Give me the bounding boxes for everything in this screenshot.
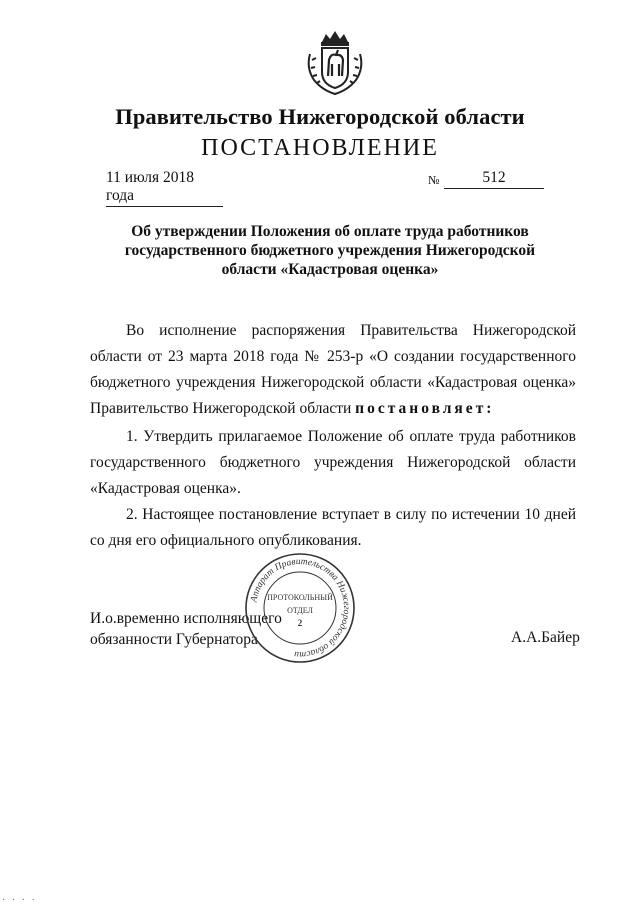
- decree-keyword: постановляет:: [355, 400, 495, 417]
- subject-line: государственного бюджетного учреждения Нижегородской: [124, 242, 536, 259]
- stamp-line: ПРОТОКОЛЬНЫЙ: [267, 593, 333, 602]
- clause-2: 2. Настоящее постановление вступает в силу по истечении 10 дней со дня его официального опубликования.: [90, 506, 576, 549]
- number-label: №: [428, 173, 440, 187]
- stamp-line: ОТДЕЛ: [287, 606, 313, 615]
- official-stamp: [244, 552, 356, 664]
- position-line: обязанности Губернатора: [90, 631, 258, 648]
- stamp-line: 2: [297, 618, 303, 628]
- subject-line: Об утверждении Положения об оплате труда работников: [131, 223, 529, 240]
- coat-of-arms-icon: [302, 28, 368, 98]
- signatory-name: А.А.Байер: [511, 629, 580, 646]
- government-title: Правительство Нижегородской области: [115, 104, 525, 129]
- stamp-ring-text: Аппарат Правительства Нижегородской области: [249, 556, 352, 660]
- footer-marks: · · · ·: [2, 895, 37, 906]
- document-type: ПОСТАНОВЛЕНИЕ: [201, 135, 439, 161]
- position-line: И.о.временно исполняющего: [90, 610, 282, 627]
- preamble-text: Во исполнение распоряжения Правительства Нижегородской области от 23 марта 2018 года № 253-р «О создании государственного бюджетного учреждения Нижегородской области «Кадастровая оценка» Правительство Нижегородской области: [90, 322, 576, 417]
- document-subject: [100, 222, 560, 279]
- clause-1: 1. Утвердить прилагаемое Положение об оплате труда работников государственного бюджетного учреждения Нижегородской области «Кадастровая оценка».: [90, 428, 576, 497]
- document-date: 11 июля 2018 года: [106, 169, 223, 207]
- document-number: 512: [444, 169, 544, 189]
- subject-line: области «Кадастровая оценка»: [221, 261, 439, 278]
- preamble-paragraph: [90, 318, 576, 422]
